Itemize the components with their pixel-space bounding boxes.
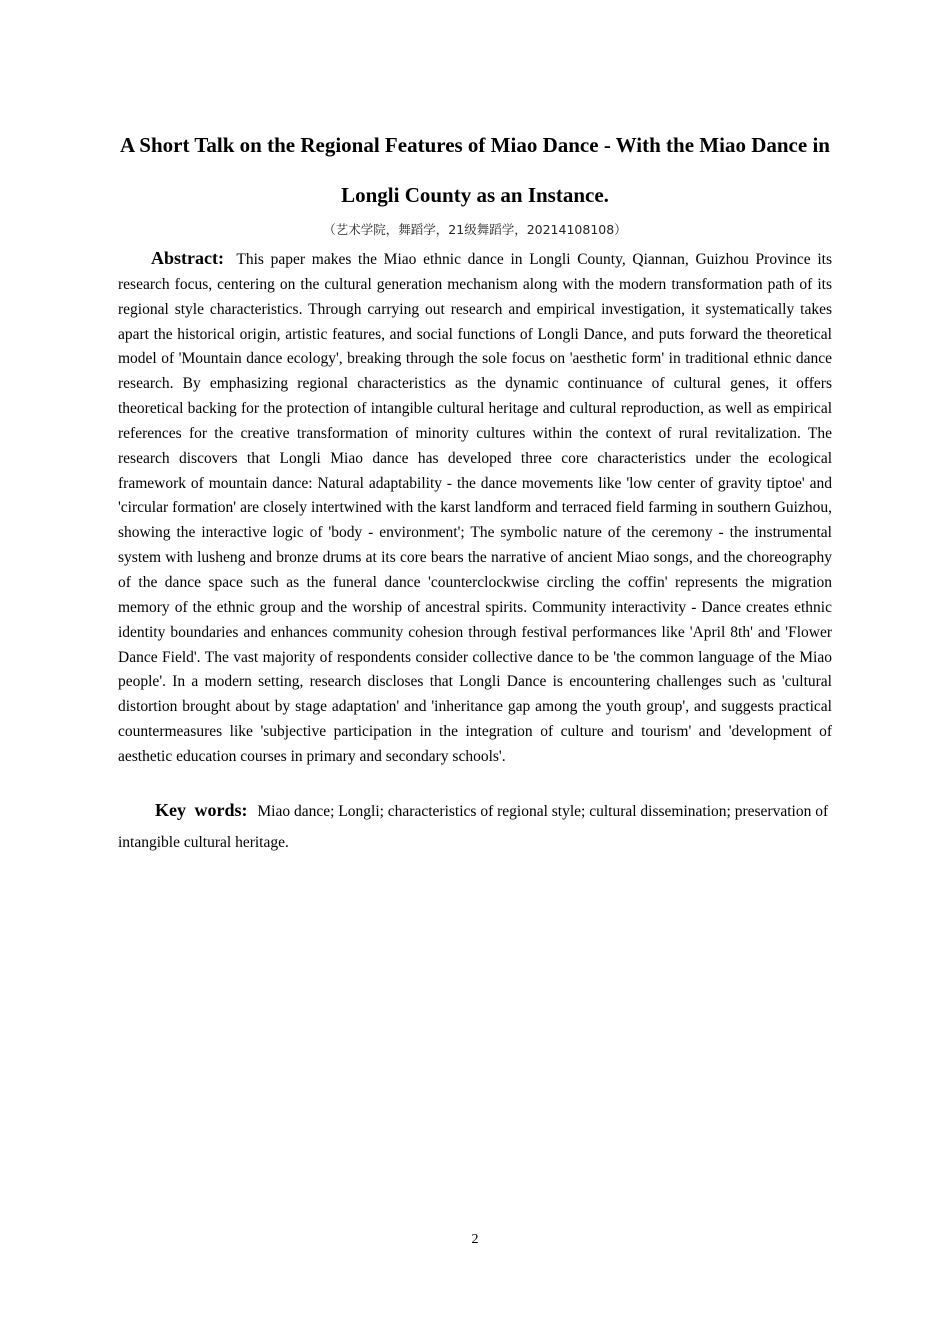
author-affiliation: （艺术学院，舞蹈学，21级舞蹈学，20214108108） bbox=[323, 222, 627, 237]
keywords-label: Key words: bbox=[155, 800, 248, 820]
paper-title: A Short Talk on the Regional Features of Miao Dance - With the Miao Dance in Longli County as an Instance. bbox=[120, 133, 830, 207]
keywords-paragraph bbox=[118, 795, 832, 858]
keywords-text: Miao dance; Longli; characteristics of regional style; cultural dissemination; preservation of intangible cultural heritage. bbox=[118, 803, 829, 851]
abstract-text: This paper makes the Miao ethnic dance in Longli County, Qiannan, Guizhou Province its research focus, centering on the cultural generation mechanism along with the modern transformation path of its regional style characteristics. Through carrying out research and empirical investigation, it systematically takes apart the historical origin, artistic features, and social functions of Longli Dance, and puts forward the theoretical model of 'Mountain dance ecology', breaking through the sole focus on 'aesthetic form' in traditional ethnic dance research. By emphasizing regional characteristics as the dynamic continuance of cultural genes, it offers theoretical backing for the protection of intangible cultural heritage and cultural reproduction, as well as empirical references for the creative transformation of minority cultures within the context of rural revitalization. The research discovers that Longli Miao dance has developed three core characteristics under the ecological framework of mountain dance: Natural adaptability - the dance movements like 'low center of gravity tiptoe' and 'circular formation' are closely intertwined with the karst landform and terraced field farming in southern Guizhou, showing the interactive logic of 'body - environment'; The symbolic nature of the ceremony - the instrumental system with lusheng and bronze drums at its core bears the narrative of ancient Miao songs, and the choreography of the dance space such as the funeral dance 'counterclockwise circling the coffin' represents the migration memory of the ethnic group and the worship of ancestral spirits. Community interactivity - Dance creates ethnic identity boundaries and enhances community cohesion through festival performances like 'April 8th' and 'Flower Dance Field'. The vast majority of respondents consider collective dance to be 'the common language of the Miao people'. In a modern setting, research discloses that Longli Dance is encountering challenges such as 'cultural distortion brought about by stage adaptation' and 'inheritance gap among the youth group', and suggests practical countermeasures like 'subjective participation in the integration of culture and tourism' and 'development of aesthetic education courses in primary and secondary schools'. bbox=[118, 251, 832, 765]
abstract-paragraph bbox=[118, 246, 832, 770]
page-number: 2 bbox=[471, 1232, 479, 1247]
abstract-label: Abstract: bbox=[151, 248, 224, 268]
